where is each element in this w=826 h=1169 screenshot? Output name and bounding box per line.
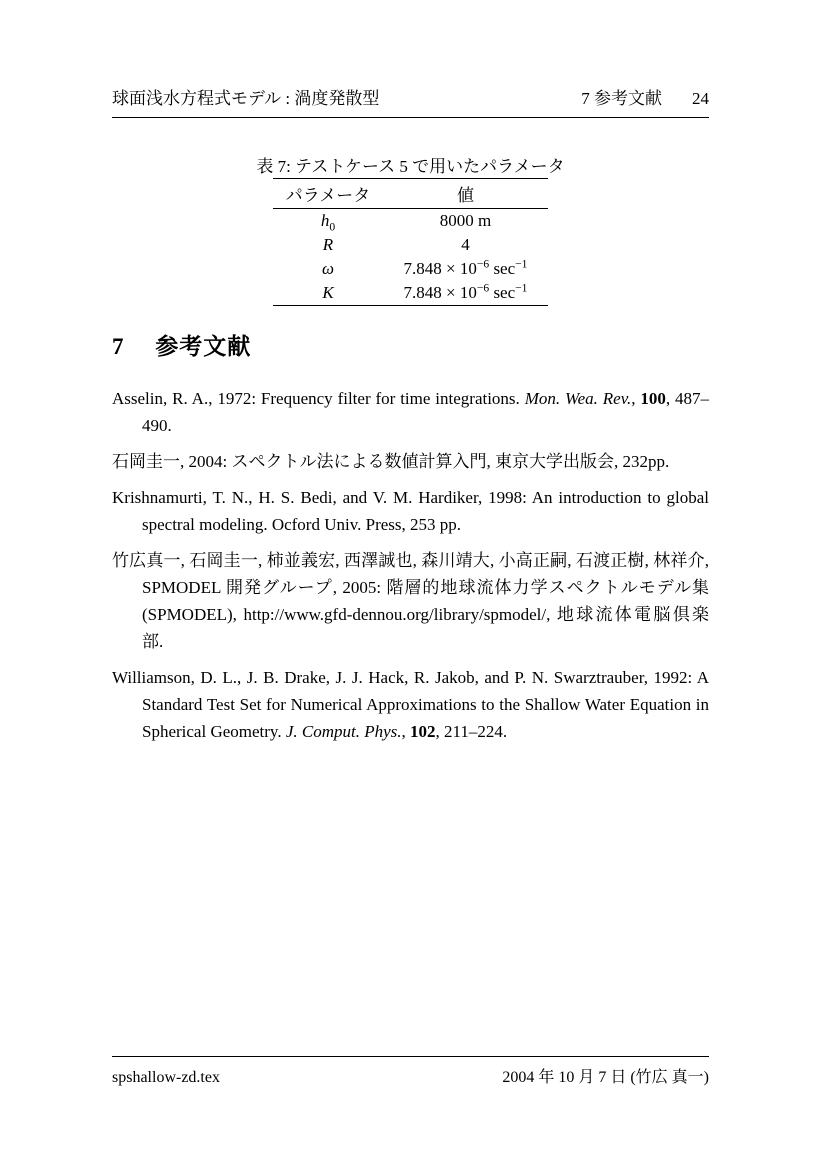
reference-item: 竹広真一, 石岡圭一, 柿並義宏, 西澤誠也, 森川靖大, 小高正嗣, 石渡正樹, 林祥介, SPMODEL 開発グループ, 2005: 階層的地球流体力学スペクトルモデル集 (SPMODEL), http://www.gfd-dennou.org/library/spmodel/, 地球流体電脳倶楽部. [112, 551, 709, 651]
header-right-group [581, 84, 709, 109]
header-section-label: 7 参考文献 [581, 89, 662, 108]
table-row [273, 257, 548, 281]
table-caption: 表 7: テストケース 5 で用いたパラメータ [256, 157, 565, 176]
page-footer [112, 1056, 709, 1087]
table-row [273, 209, 548, 234]
reference-item: Williamson, D. L., J. B. Drake, J. J. Hack, R. Jakob, and P. N. Swarztrauber, 1992: A Standard Test Set for Numerical Approximations to the Shallow Water Equation in Spherical Geometry. J. Comput. Phys., 102, 211–224. [112, 668, 709, 741]
column-header-parameter: パラメータ [285, 186, 371, 205]
table-row [273, 233, 548, 257]
value-cell: $7.848 \times 10^{-6}$ $\sec^{-1}$ [403, 281, 528, 302]
value-cell: 4 [461, 235, 470, 254]
table-row [273, 281, 548, 306]
column-header-value: 値 [457, 186, 474, 205]
parameters-table [273, 178, 548, 306]
parameter-cell: R [322, 235, 334, 254]
section-number: 7 [112, 334, 124, 359]
footer-filename: spshallow-zd.tex [112, 1069, 220, 1086]
reference-item: Krishnamurti, T. N., H. S. Bedi, and V. M. Hardiker, 1998: An introduction to global spectral modeling. Ocford Univ. Press, 253 pp. [112, 488, 709, 534]
reference-item: 石岡圭一, 2004: スペクトル法による数値計算入門, 東京大学出版会, 232pp. [112, 452, 670, 471]
value-cell: $7.848 \times 10^{-6}$ $\sec^{-1}$ [403, 257, 528, 278]
references-list [112, 385, 709, 754]
parameter-table-block [112, 152, 709, 306]
table-header-row [273, 179, 548, 209]
parameters-table-head [273, 179, 548, 209]
parameter-cell: $h_0$ [320, 211, 336, 234]
parameter-cell: K [322, 283, 334, 302]
footer-date: 2004 年 10 月 7 日 (竹広 真一) [502, 1069, 709, 1086]
header-document-title: 球面浅水方程式モデル : 渦度発散型 [112, 89, 380, 108]
parameters-table-body [273, 209, 548, 306]
value-cell: 8000 m [439, 211, 492, 230]
reference-item: Asselin, R. A., 1972: Frequency filter for time integrations. Mon. Wea. Rev., 100, 487–490. [112, 389, 710, 435]
header-page-number: 24 [692, 89, 709, 108]
section-title: 参考文献 [155, 334, 252, 359]
running-header [112, 84, 709, 118]
parameter-cell: ω [321, 259, 334, 278]
section-heading [112, 328, 251, 361]
